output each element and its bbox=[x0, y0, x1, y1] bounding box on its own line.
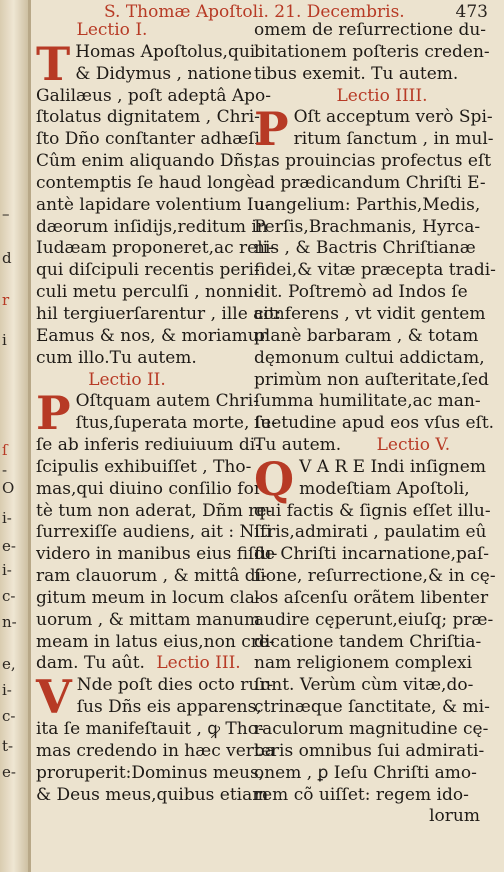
lectio-1-line: culi metu perculſi , nonni- bbox=[36, 282, 260, 303]
lectio-5-line: qui factis & ſignis eſſet illu- bbox=[254, 500, 491, 521]
lectio-2-heading: Lectio II. bbox=[88, 369, 166, 390]
lectio-5-text bbox=[254, 451, 496, 807]
lectio-5-line: rem cõ uiſſet: regem ido- bbox=[254, 784, 469, 805]
facing-page-fragment: – bbox=[2, 205, 10, 223]
lectio-1-line: qui diſcipuli recentis peri- bbox=[36, 260, 260, 281]
lectio-3-cont-line: bitationem poſteris creden- bbox=[254, 41, 490, 62]
lectio-1-line: Cûm enim aliquando Dñs, bbox=[36, 151, 259, 172]
lectio-5-line: ſtris,admirati , paulatim eû bbox=[254, 522, 487, 543]
facing-page-fragment: i- bbox=[2, 681, 12, 699]
lectio-5-line: raculorum magnitudine cę- bbox=[254, 719, 489, 739]
lectio-2-text bbox=[36, 386, 278, 653]
lectio-1-line: dæorum inſidijs,reditum in bbox=[36, 216, 268, 237]
lectio-2-line: uorum , & mittam manum bbox=[36, 609, 261, 630]
lectio-1-line: ſto Dño conſtanter adhæſit. bbox=[36, 129, 273, 150]
lectio-5-heading: Lectio V. bbox=[376, 435, 451, 456]
lectio-4-line: dęmonum cultui addictam, bbox=[254, 347, 485, 368]
lectio-1-line: contemptis ſe haud longè bbox=[36, 172, 255, 193]
lectio-4-text bbox=[254, 102, 496, 435]
lectio-4-line: nis , & Bactris Chriſtianæ bbox=[254, 238, 476, 259]
facing-page-fragment: c- bbox=[2, 587, 16, 605]
lectio-4-line: fidei,& vitæ præcepta tradi- bbox=[254, 260, 496, 281]
facing-page-fragment: O bbox=[2, 479, 15, 497]
facing-page-edge bbox=[0, 0, 30, 872]
lectio-5-line: nam religionem complexi bbox=[254, 653, 473, 674]
lectio-3-line: Nde poſt dies octo rur- bbox=[76, 675, 274, 696]
facing-page-fragment: i- bbox=[2, 561, 12, 579]
facing-page-fragment: t- bbox=[2, 737, 14, 755]
lectio-3-line: mas credendo in hæc verba bbox=[36, 740, 275, 761]
facing-page-fragment: d bbox=[2, 249, 12, 267]
lectio-3-cont-line: tibus exemit. Tu autem. bbox=[254, 63, 459, 84]
lectio-1-line: Galilæus , poſt adeptâ Apo- bbox=[36, 85, 272, 106]
facing-page-fragment: i- bbox=[2, 509, 12, 527]
lectio-3-text bbox=[36, 670, 275, 806]
lectio-1-line: antè lapidare volentium Iu- bbox=[36, 194, 271, 215]
lectio-4-line: dit. Poſtremò ad Indos ſe bbox=[254, 282, 468, 303]
lectio-3-line: & Deus meus,quibus etiam bbox=[36, 784, 269, 805]
facing-page-fragment: c- bbox=[2, 707, 16, 725]
lectio-5-line: ſione, reſurrectione,& in cę- bbox=[254, 566, 496, 587]
lectio-4-line: uangelium: Parthis,Medis, bbox=[254, 194, 481, 215]
drop-cap-p: P bbox=[36, 386, 71, 441]
drop-cap-v: V bbox=[36, 670, 72, 725]
lectio-5-line: ſunt. Verùm cùm vitæ,do- bbox=[254, 675, 474, 696]
facing-page-fragment: r bbox=[2, 291, 10, 309]
lectio-2-line: ſcipulis exhibuiſſet , Tho- bbox=[36, 456, 252, 477]
lectio-2-line: mas,qui diuino conſilio for- bbox=[36, 478, 268, 499]
lectio-5-line: modeſtiam Apoſtoli, bbox=[299, 478, 470, 499]
facing-page-fragment: - bbox=[2, 461, 8, 479]
facing-page-fragment: e- bbox=[2, 763, 16, 781]
lectio-4-line: ſumma humilitate,ac man- bbox=[254, 391, 481, 412]
lectio-4-line: Oſt acceptum verò Spi- bbox=[293, 107, 493, 128]
left-column bbox=[36, 20, 282, 806]
lectio-1-line: Eamus & nos, & moriamur bbox=[36, 325, 267, 346]
running-header: S. Thomæ Apoſtoli. 21. Decembris. bbox=[104, 2, 405, 22]
lectio-4-line: conferens , vt vidit gentem bbox=[254, 303, 486, 324]
lectio-3-heading: Lectio III. bbox=[156, 653, 241, 674]
lectio-1-line: Iudæam proponeret,ac reli- bbox=[36, 238, 274, 259]
lectio-2-last-line: dam. Tu aût. bbox=[36, 653, 145, 674]
lectio-5-line: ctrinæque ſanctitate, & mi- bbox=[254, 697, 490, 718]
facing-page-fragment: ſ bbox=[2, 441, 8, 459]
drop-cap-p2: P bbox=[254, 102, 289, 157]
lectio-1-line: cum illo.Tu autem. bbox=[36, 347, 197, 368]
lectio-4-line: ſuetudine apud eos vſus eſt. bbox=[254, 413, 495, 434]
lectio-5-line: dicatione tandem Chriſtia- bbox=[254, 631, 482, 652]
lectio-1-heading: Lectio I. bbox=[76, 20, 148, 40]
lectio-3-line: proruperit:Dominus meus, bbox=[36, 762, 265, 783]
lectio-4-line: planè barbaram , & totam bbox=[254, 325, 479, 346]
lectio-4-line: Perſis,Brachmanis, Hyrca- bbox=[254, 216, 481, 237]
lectio-5-line: audire cęperunt,eiuſq; præ- bbox=[254, 609, 494, 630]
gutter-shadow bbox=[28, 0, 31, 872]
facing-page-fragment: e, bbox=[2, 655, 16, 673]
lectio-2-line: tè tum non aderat, Dñm re- bbox=[36, 500, 273, 521]
lectio-2-line: gitum meum in locum cla- bbox=[36, 587, 261, 608]
lectio-2-line: ſtus,ſuperata morte, ſe- bbox=[75, 413, 277, 434]
page-number: 473 bbox=[455, 2, 488, 22]
lectio-2-line: ram clauorum , & mittâ di- bbox=[36, 566, 267, 587]
lectio-1-line: Homas Apoſtolus,qui bbox=[75, 41, 256, 62]
catchword: lorum bbox=[429, 806, 480, 827]
lectio-2-line: Oſtquam autem Chri- bbox=[75, 391, 259, 412]
lectio-2-end bbox=[36, 653, 248, 675]
drop-cap-t: T bbox=[36, 36, 71, 91]
right-column bbox=[254, 20, 496, 828]
lectio-4-end bbox=[254, 435, 480, 457]
lectio-4-line: primùm non auſteritate,ſed bbox=[254, 369, 489, 390]
lectio-3-line: ſus Dñs eis apparens, bbox=[76, 697, 262, 718]
lectio-5-line: los aſcenſu orãtem libenter bbox=[254, 587, 489, 608]
drop-cap-q: Q bbox=[254, 451, 295, 506]
lectio-3-cont-line: omem de reſurrectione du- bbox=[254, 20, 487, 40]
lectio-5-line: teris omnibus ſui admirati- bbox=[254, 740, 485, 761]
lectio-2-line: ſe ab inferis rediuiuum di- bbox=[36, 435, 261, 456]
lectio-1-text bbox=[36, 36, 282, 370]
lectio-5-line: onem , ꝑ Ieſu Chriſti amo- bbox=[254, 762, 477, 783]
lectio-2-line: ſurrexiſſe audiens, ait : Niſi bbox=[36, 522, 272, 543]
facing-page-fragment: i bbox=[2, 331, 7, 349]
lectio-4-line: ad prædicandum Chriſti E- bbox=[254, 172, 486, 193]
lectio-3-line: ita ſe manifeſtauit , ꝙ Tho- bbox=[36, 719, 264, 739]
lectio-4-line: tas prouincias profectus eſt bbox=[254, 151, 492, 172]
facing-page-fragment: e- bbox=[2, 537, 16, 555]
lectio-4-line: ritum ſanctum , in mul- bbox=[293, 129, 494, 150]
lectio-1-line: & Didymus , natione bbox=[75, 63, 252, 84]
lectio-5-line: de Chriſti incarnatione,paſ- bbox=[254, 544, 490, 565]
lectio-5-line: V A R E Indi inſignem bbox=[299, 456, 486, 477]
lectio-1-line: hil tergiuerſarentur , ille ait: bbox=[36, 303, 282, 324]
lectio-2-line: videro in manibus eius fiſſu- bbox=[36, 544, 278, 565]
lectio-1-line: ſtolatus dignitatem , Chri- bbox=[36, 107, 260, 128]
lectio-2-line: meam in latus eius,non cre- bbox=[36, 631, 275, 652]
facing-page-fragment: n- bbox=[2, 613, 17, 631]
lectio-4-last-line: Tu autem. bbox=[254, 435, 342, 456]
lectio-4-heading: Lectio IIII. bbox=[336, 85, 428, 106]
